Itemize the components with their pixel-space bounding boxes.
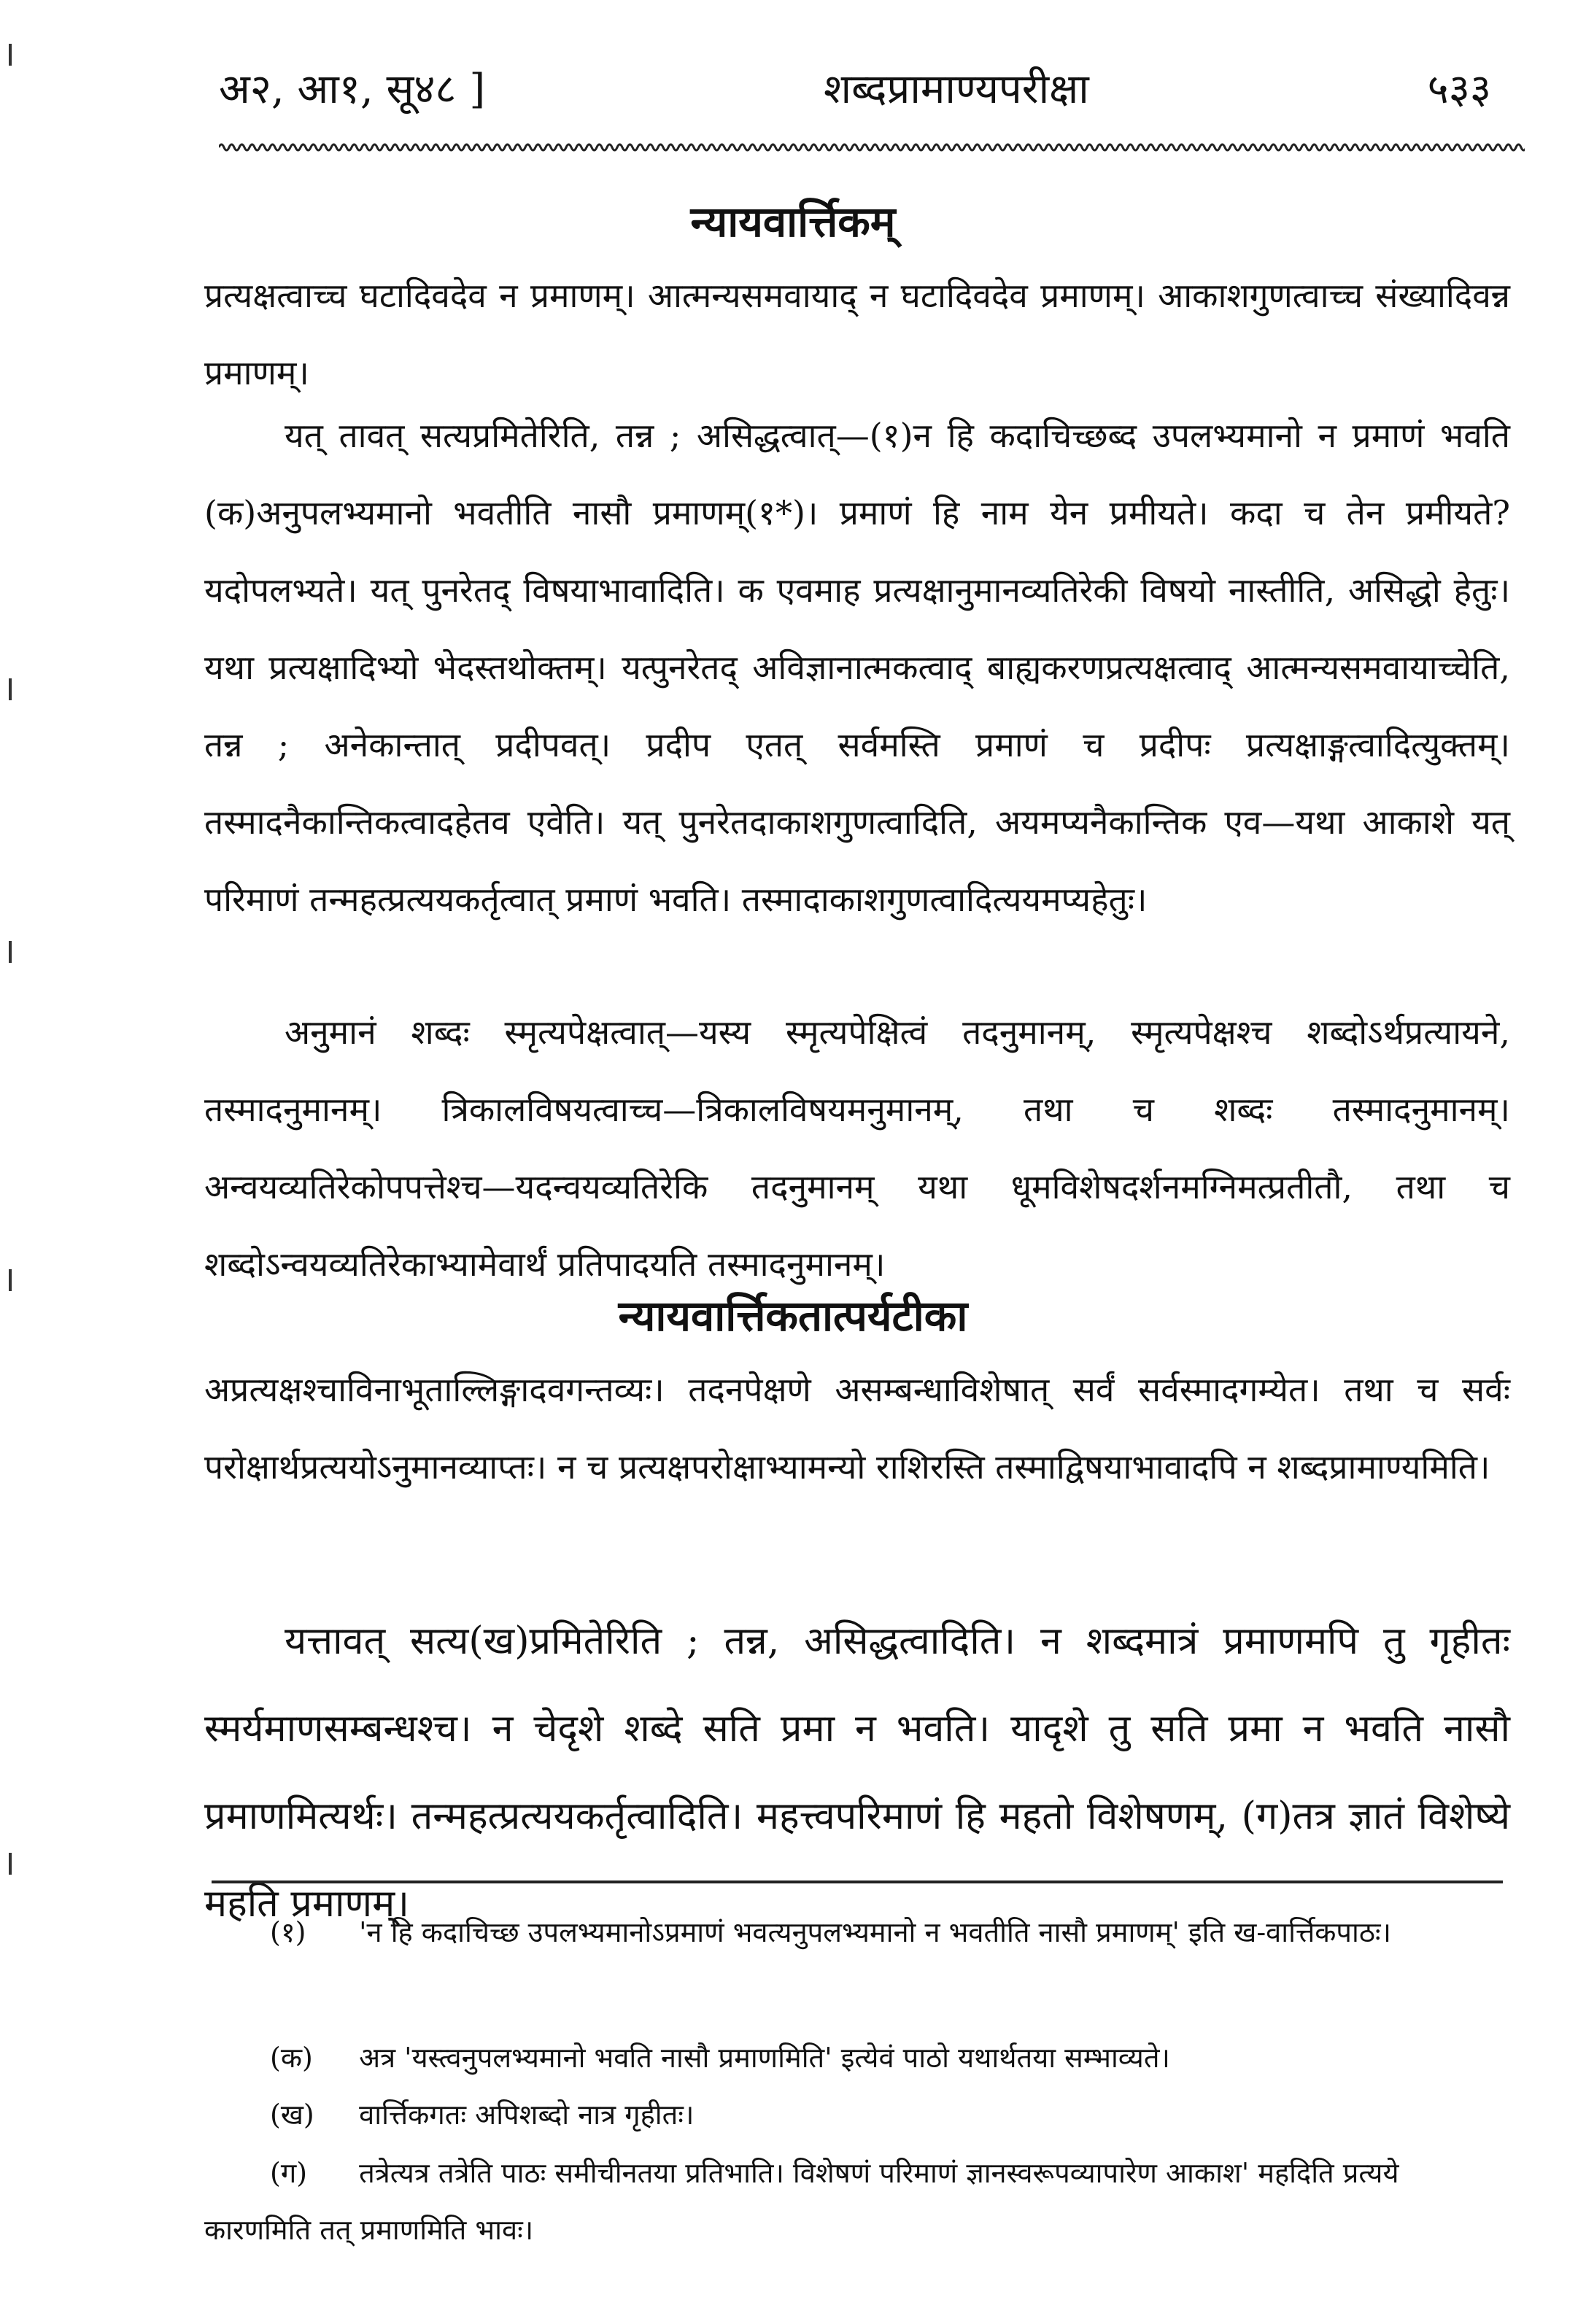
paragraph-vartika-intro: प्रत्यक्षत्वाच्च घटादिवदेव न प्रमाणम्। आत्मन्यसमवायाद् न घटादिवदेव प्रमाणम्। आकाशगुणत्वाच्च संख्यादिवन्न प्रमाणम्। <box>204 276 1510 392</box>
footnote-mark: (ग) <box>270 2157 308 2189</box>
footnote-mark: (क) <box>270 2042 313 2074</box>
section-title-tika: न्यायवार्त्तिकतात्पर्यटीका <box>618 1291 968 1341</box>
footnote-1 <box>204 1904 1510 1961</box>
footnote-separator <box>212 1880 1503 1883</box>
footnote-kha <box>204 2086 1510 2143</box>
margin-mark <box>9 678 12 700</box>
running-head <box>219 51 1491 124</box>
paragraph-tika-reply: यत्तावत् सत्य(ख)प्रमितेरिति ; तन्न, असिद्धत्वादिति। न शब्दमात्रं प्रमाणमपि तु गृहीतः स्मर्यमाणसम्बन्धश्च। न चेदृशे शब्दे सति प्रमा न भवति। यादृशे तु सति प्रमा न भवति नासौ प्रमाणमित्यर्थः। तन्महत्प्रत्ययकर्तृत्वादिति। महत्त्वपरिमाणं हि महतो विशेषणम्, (ग)तत्र ज्ञातं विशेष्ये महति प्रमाणम्। <box>204 1619 1510 1926</box>
page-number: ५३३ <box>1427 66 1491 113</box>
paragraph-vartika-reply: यत् तावत् सत्यप्रमितेरिति, तन्न ; असिद्धत्वात्—(१)न हि कदाचिच्छब्द उपलभ्यमानो न प्रमाणं भवति (क)अनुपलभ्यमानो भवतीति नासौ प्रमाणम्(१*)। प्रमाणं हि नाम येन प्रमीयते। कदा च तेन प्रमीयते? यदोपलभ्यते। यत् पुनरेतद् विषयाभावादिति। क एवमाह प्रत्यक्षानुमानव्यतिरेकी विषयो नास्तीति, असिद्धो हेतुः। यथा प्रत्यक्षादिभ्यो भेदस्तथोक्तम्। यत्पुनरेतद् अविज्ञानात्मकत्वाद् बाह्यकरणप्रत्यक्षत्वाद् आत्मन्यसमवायाच्चेति, तन्न ; अनेकान्तात् प्रदीपवत्। प्रदीप एतत् सर्वमस्ति प्रमाणं च प्रदीपः प्रत्यक्षाङ्गत्वादित्युक्तम्। तस्मादनैकान्तिकत्वादहेतव एवेति। यत् पुनरेतदाकाशगुणत्वादिति, अयमप्यनैकान्तिक एव—यथा आकाशे यत् परिमाणं तन्महत्प्रत्ययकर्तृत्वात् प्रमाणं भवति। तस्मादाकाशगुणत्वादित्ययमप्यहेतुः। <box>204 416 1510 919</box>
footnote-text: तत्रेत्यत्र तत्रेति पाठः समीचीनतया प्रतिभाति। विशेषणं परिमाणं ज्ञानस्वरूपव्यापारेण आकाश' महदिति प्रत्यये कारणमिति तत् प्रमाणमिति भावः। <box>204 2157 1399 2246</box>
footnote-ka <box>204 2029 1510 2086</box>
margin-mark <box>9 1853 12 1875</box>
chapter-reference: अ२, आ१, सू४८ ] <box>219 66 486 113</box>
footnote-text: अत्र 'यस्त्वनुपलभ्यमानो भवति नासौ प्रमाणमिति' इत्येवं पाठो यथार्थतया सम्भाव्यते। <box>359 2042 1170 2074</box>
footnote-text: 'न हि कदाचिच्छ उपलभ्यमानोऽप्रमाणं भवत्यनुपलभ्यमानो न भवतीति नासौ प्रमाणम्' इति ख-वार्त्तिकपाठः। <box>359 1916 1392 1948</box>
section-title-vartika: न्यायवार्त्तिकम् <box>690 197 896 247</box>
wavy-rule-divider <box>219 139 1525 156</box>
margin-mark <box>9 44 12 66</box>
paragraph-vartika-anumana: अनुमानं शब्दः स्मृत्यपेक्षत्वात्—यस्य स्मृत्यपेक्षित्वं तदनुमानम्, स्मृत्यपेक्षश्च शब्दोऽर्थप्रत्यायने, तस्मादनुमानम्। त्रिकालविषयत्वाच्च—त्रिकालविषयमनुमानम्, तथा च शब्दः तस्मादनुमानम्। अन्वयव्यतिरेकोपपत्तेश्च—यदन्वयव्यतिरेकि तदनुमानम् यथा धूमविशेषदर्शनमग्निमत्प्रतीतौ, तथा च शब्दोऽन्वयव्यतिरेकाभ्यामेवार्थं प्रतिपादयति तस्मादनुमानम्। <box>204 1012 1510 1284</box>
footnote-mark: (ख) <box>270 2099 314 2131</box>
footnote-text: वार्त्तिकगतः अपिशब्दो नात्र गृहीतः। <box>359 2099 695 2131</box>
margin-mark <box>9 941 12 963</box>
footnote-mark: (१) <box>270 1916 306 1948</box>
running-title: शब्दप्रामाण्यपरीक्षा <box>824 66 1089 113</box>
paragraph-tika-intro: अप्रत्यक्षश्चाविनाभूताल्लिङ्गादवगन्तव्यः। तदनपेक्षणे असम्बन्धाविशेषात् सर्वं सर्वस्मादगम्येत। तथा च सर्वः परोक्षार्थप्रत्ययोऽनुमानव्याप्तः। न च प्रत्यक्षपरोक्षाभ्यामन्यो राशिरस्ति तस्माद्विषयाभावादपि न शब्दप्रामाण्यमिति। <box>204 1370 1510 1487</box>
footnote-ga <box>204 2145 1510 2258</box>
